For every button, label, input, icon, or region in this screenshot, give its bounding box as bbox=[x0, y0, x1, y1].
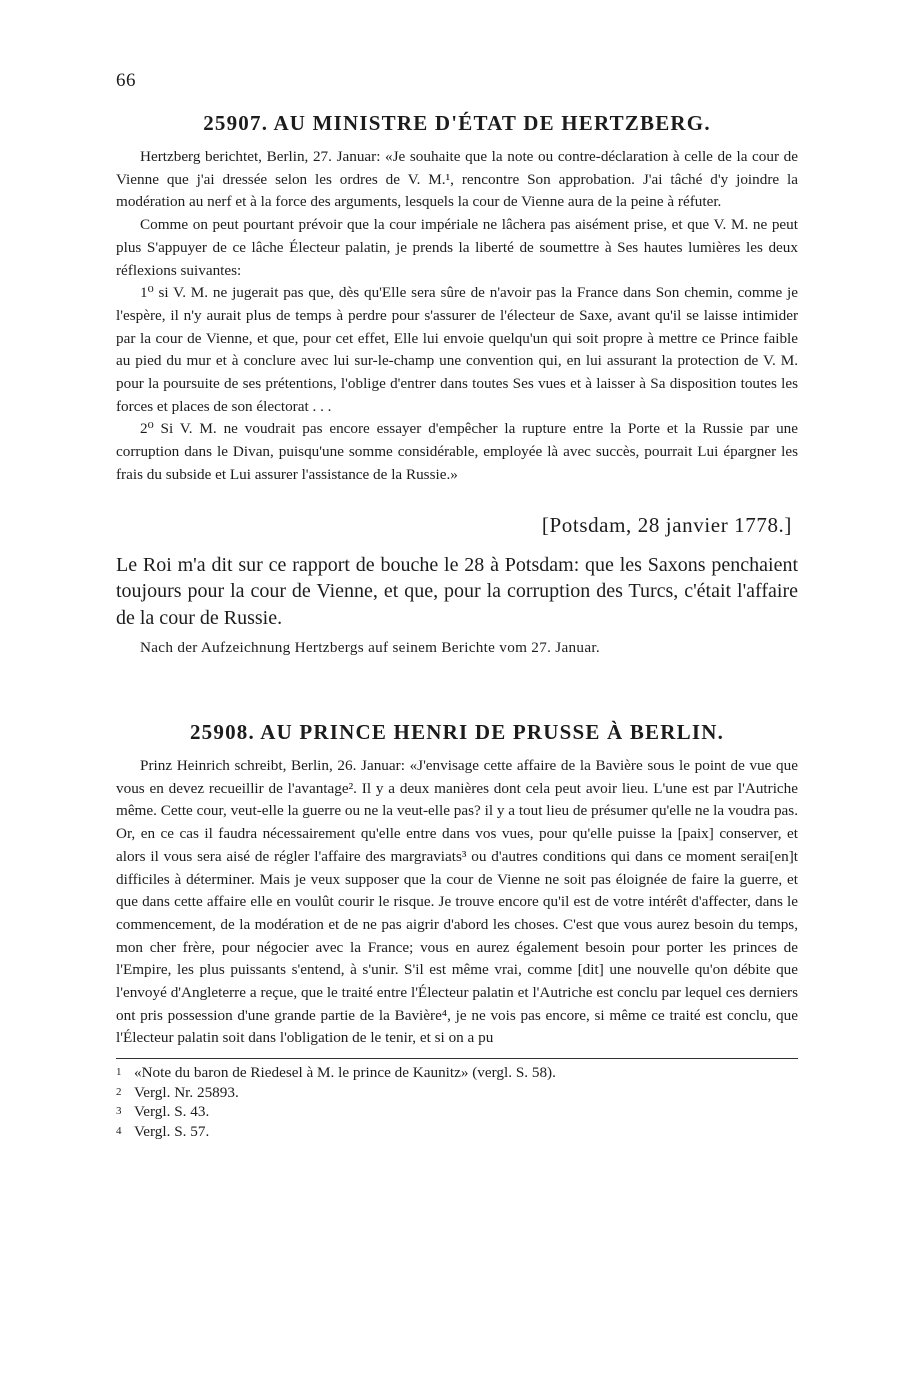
report-paragraph: Comme on peut pourtant prévoir que la cour impériale ne lâchera pas aisément prise, et que V. M. ne peut plus S'appuyer de ce lâche Électeur palatin, je prends la liberté de soumettre à Ses hautes lumières les deux réflexions suivantes: bbox=[116, 216, 798, 279]
document-page bbox=[116, 70, 798, 1141]
report-paragraph: 2⁰ Si V. M. ne voudrait pas encore essayer d'empêcher la rupture entre la Porte et la Russie par une corruption dans le Divan, puisqu'une somme considérable, employée là avec succès, pourrait Lui épargner les frais du subside et Lui assurer l'assistance de la Russie.» bbox=[116, 420, 798, 483]
footnote-divider bbox=[116, 1058, 798, 1059]
footnote bbox=[116, 1063, 798, 1083]
footnote-text: «Note du baron de Riedesel à M. le prince de Kaunitz» (vergl. S. 58). bbox=[134, 1064, 556, 1082]
footnote bbox=[116, 1122, 798, 1142]
footnote-number: 2 bbox=[116, 1085, 122, 1098]
footnote-number: 4 bbox=[116, 1124, 122, 1137]
letter-heading: 25907. AU MINISTRE D'ÉTAT DE HERTZBERG. bbox=[203, 111, 711, 135]
letter-25908 bbox=[116, 719, 798, 1050]
page-number: 66 bbox=[116, 70, 136, 91]
footnote-text: Vergl. Nr. 25893. bbox=[134, 1083, 239, 1101]
footnote bbox=[116, 1083, 798, 1103]
dateline: [Potsdam, 28 janvier 1778.] bbox=[541, 512, 792, 537]
letter-body: Le Roi m'a dit sur ce rapport de bouche le 28 à Potsdam: que les Saxons penchaient toujours pour la cour de Vienne, et que, pour la corruption des Turcs, c'était l'affaire de la cour de Russie. bbox=[116, 553, 798, 629]
report-paragraph: Hertzberg berichtet, Berlin, 27. Januar: «Je souhaite que la note ou contre-déclaration à celle de la cour de Vienne que j'ai dressée selon les ordres de V. M.¹, rencontre Son approbation. J'ai tâché d'y joindre la modération au nerf et à la force des arguments, lesquels la cour de Vienne aura de la peine à réfuter. bbox=[116, 148, 798, 211]
footnote-text: Vergl. S. 43. bbox=[134, 1103, 210, 1121]
letter-heading: 25908. AU PRINCE HENRI DE PRUSSE À BERLIN. bbox=[189, 720, 725, 745]
footnotes bbox=[116, 1063, 798, 1141]
report-paragraph: Prinz Heinrich schreibt, Berlin, 26. Januar: «J'envisage cette affaire de la Bavière sous le point de vue que vous en devez recueillir de l'avantage². Il y a deux manières dont cela peut avoir lieu. L'une est par l'Autriche même. Cette cour, veut-elle la guerre ou ne la veut-elle pas? il y a tout lieu de présumer qu'elle ne la voudra pas. Or, en ce cas il faudra nécessairement qu'elle entre dans vos vues, pour qu'elle puisse la [paix] conserver, et alors il vous sera aisé de régler l'affaire des margraviats³ ou d'autres conditions qui dans ce moment serai[en]t difficiles à déterminer. Mais je veux supposer que la cour de Vienne ne soit pas éloignée de faire la guerre, et que dans cette affaire elle en voulût courir le risque. Je trouve encore qu'il est de votre intérêt d'affecter, dans le commencement, de la modération et de ne pas aigrir d'abord les choses. C'est que vous aurez besoin du temps, mon cher frère, pour négocier avec la France; vous en aurez également besoin pour porter les princes de l'Empire, les plus puissants s'entend, à s'unir. S'il est même vrai, comme [dit] une nouvelle qu'on débite que l'envoyé d'Angleterre a reçue, que le traité entre l'Électeur palatin et l'Autriche est conclu par lequel ces derniers ont pris possession d'une grande partie de la Bavière⁴, je ne vois pas encore, si même ce traité est conclu, que l'Électeur palatin soit dans l'obligation de le tenir, et si on a pu bbox=[116, 757, 798, 1047]
footnote-text: Vergl. S. 57. bbox=[134, 1122, 210, 1140]
footnote bbox=[116, 1102, 798, 1122]
source-note: Nach der Aufzeichnung Hertzbergs auf seinem Berichte vom 27. Januar. bbox=[140, 639, 600, 657]
footnote-number: 1 bbox=[116, 1066, 122, 1079]
footnote-number: 3 bbox=[116, 1105, 122, 1118]
report-paragraph: 1⁰ si V. M. ne jugerait pas que, dès qu'Elle sera sûre de n'avoir pas la France dans Son chemin, comme je l'espère, il n'y aurait plus de temps à perdre pour s'assurer de l'électeur de Saxe, avant qu'il se laisse intimider par la cour de Vienne, et que, pour cet effet, Elle lui envoie quelqu'un qui soit propre à mettre ce Prince faible au pied du mur et à conclure avec lui sur-le-champ une convention qui, en lui assurant la protection de V. M. pour la poursuite de ses prétentions, l'oblige d'entrer dans toutes Ses vues et à laisser à Sa disposition toutes les forces et places de son électorat . . . bbox=[116, 284, 798, 415]
letter-25907 bbox=[116, 110, 798, 659]
